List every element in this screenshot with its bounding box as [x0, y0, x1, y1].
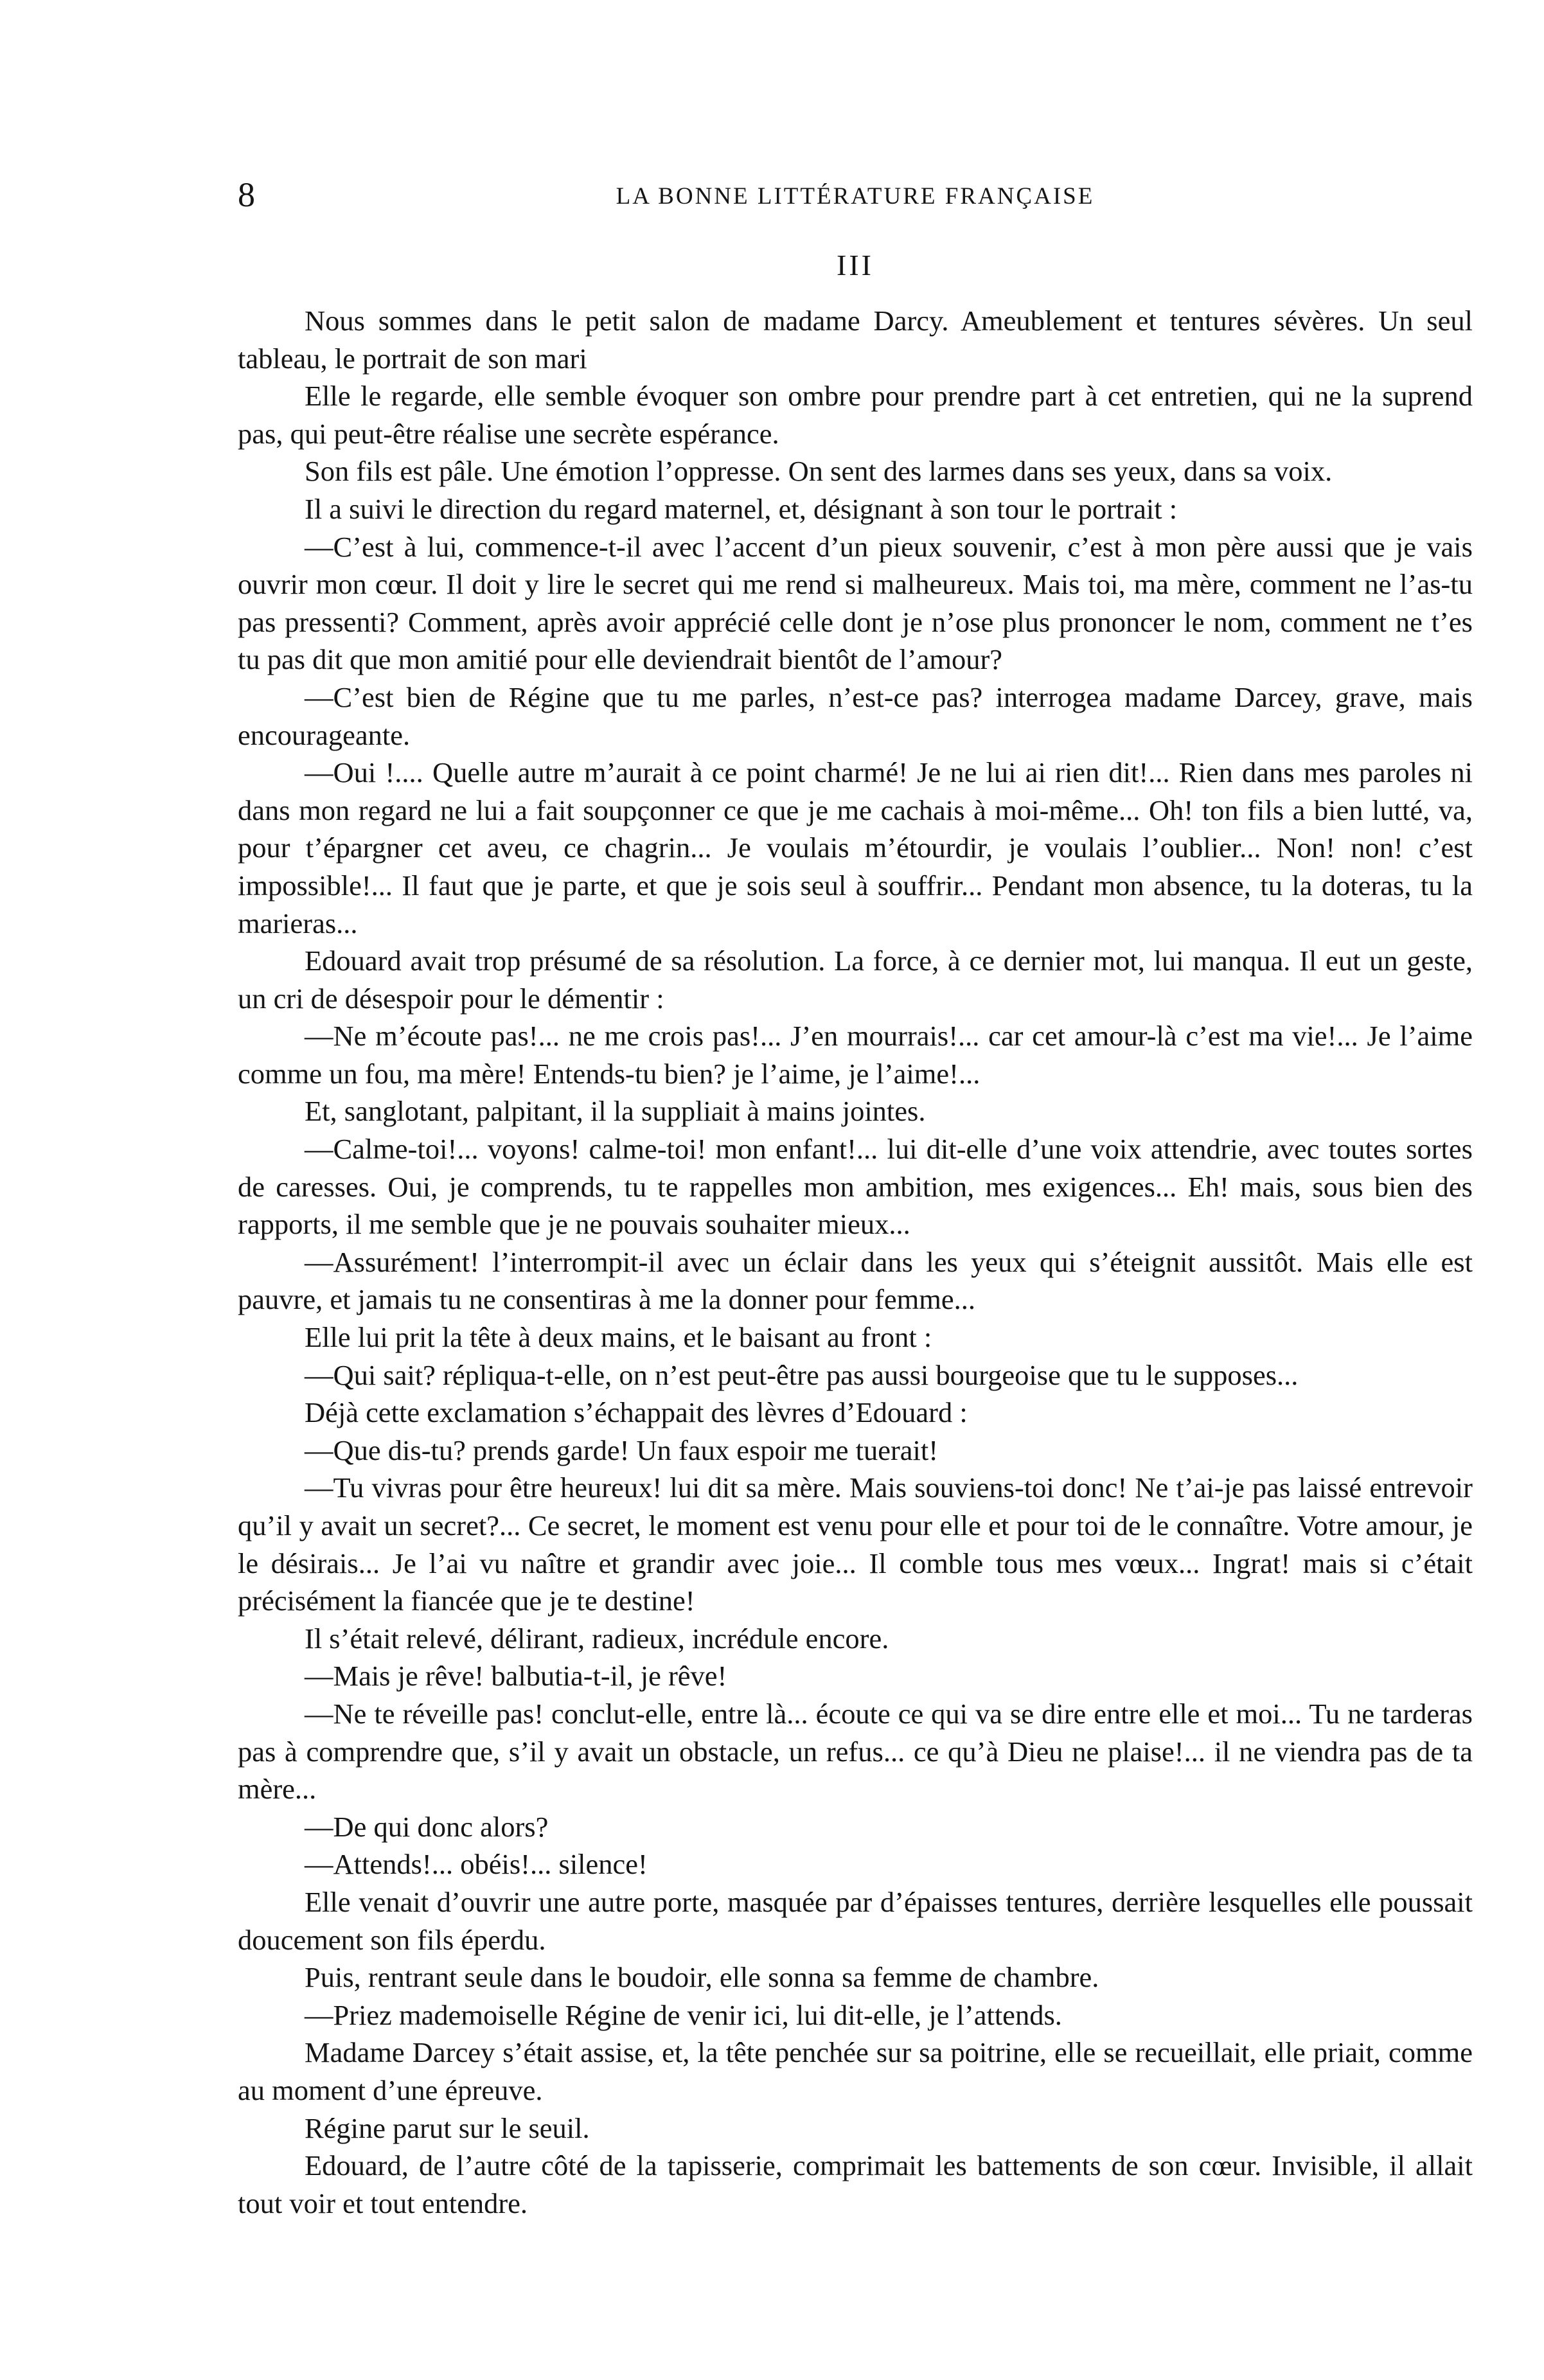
paragraph: Son fils est pâle. Une émotion l’oppresse. On sent des larmes dans ses yeux, dans sa voix.	[305, 455, 1333, 488]
paragraph: —Calme-toi!... voyons! calme-toi! mon enfant!... lui dit-elle d’une voix attendrie, avec toutes sortes de caresses. Oui, je comprends, tu te rappelles mon ambition, mes exigences... Eh! mais, sous bien des rapports, il me semble que je ne pouvais souhaiter mieux...	[238, 1133, 1473, 1241]
paragraph: Il a suivi le direction du regard maternel, et, désignant à son tour le portrait :	[305, 492, 1178, 525]
page-number: 8	[238, 175, 255, 214]
paragraph: Régine parut sur le seuil.	[305, 2111, 590, 2144]
paragraph: Madame Darcey s’était assise, et, la tête penchée sur sa poitrine, elle se recueillait, elle priait, comme au moment d’une épreuve.	[238, 2036, 1473, 2106]
paragraph: Et, sanglotant, palpitant, il la suppliait à mains jointes.	[305, 1095, 926, 1128]
paragraph: —C’est à lui, commence-t-il avec l’accent d’un pieux souvenir, c’est à mon père aussi que je vais ouvrir mon cœur. Il doit y lire le secret qui me rend si malheureux. Mais toi, ma mère, comment ne l’as-tu pas pressenti? Comment, après avoir apprécié celle dont je n’ose plus prononcer le nom, comment ne t’es tu pas dit que mon amitié pour elle deviendrait bientôt de l’amour?	[238, 530, 1473, 676]
paragraph: Edouard, de l’autre côté de la tapisserie, comprimait les battements de son cœur. Invisible, il allait tout voir et tout entendre.	[238, 2149, 1473, 2219]
running-title: LA BONNE LITTÉRATURE FRANÇAISE	[616, 183, 1095, 209]
paragraph: —Que dis-tu? prends garde! Un faux espoir me tuerait!	[305, 1434, 939, 1466]
paragraph: —C’est bien de Régine que tu me parles, n’est-ce pas? interrogea madame Darcey, grave, mais encourageante.	[238, 680, 1473, 751]
paragraph: —Priez mademoiselle Régine de venir ici, lui dit-elle, je l’attends.	[305, 1998, 1062, 2031]
page-header	[238, 172, 1473, 217]
paragraph: Il s’était relevé, délirant, radieux, incrédule encore.	[305, 1622, 889, 1655]
paragraph: Nous sommes dans le petit salon de madame Darcy. Ameublement et tentures sévères. Un seul tableau, le portrait de son mari	[238, 305, 1473, 375]
paragraph: Edouard avait trop présumé de sa résolution. La force, à ce dernier mot, lui manqua. Il eut un geste, un cri de désespoir pour le démentir :	[238, 945, 1473, 1015]
body-text	[238, 302, 1473, 2222]
paragraph: —Attends!... obéis!... silence!	[305, 1848, 648, 1881]
paragraph: —Qui sait? répliqua-t-elle, on n’est peut-être pas aussi bourgeoise que tu le supposes...	[305, 1358, 1299, 1391]
paragraph: Elle le regarde, elle semble évoquer son ombre pour prendre part à cet entretien, qui ne la suprend pas, qui peut-être réalise une secrète espérance.	[238, 380, 1473, 450]
paragraph: —Ne te réveille pas! conclut-elle, entre là... écoute ce qui va se dire entre elle et moi... Tu ne tarderas pas à comprendre que, s’il y avait un obstacle, un refus... ce qu’à Dieu ne plaise!... il ne viendra pas de ta mère...	[238, 1697, 1473, 1806]
paragraph: Déjà cette exclamation s’échappait des lèvres d’Edouard :	[305, 1396, 968, 1429]
paragraph: —Oui !.... Quelle autre m’aurait à ce point charmé! Je ne lui ai rien dit!... Rien dans mes paroles ni dans mon regard ne lui a fait soupçonner ce que je me cachais à moi-même... Oh! ton fils a bien lutté, va, pour t’épargner cet aveu, ce chagrin... Je voulais m’étourdir, je voulais l’oublier... Non! non! c’est impossible!... Il faut que je parte, et que je sois seul à souffrir... Pendant mon absence, tu la doteras, tu la marieras...	[238, 756, 1473, 939]
paragraph: —Mais je rêve! balbutia-t-il, je rêve!	[305, 1660, 727, 1692]
paragraph: Elle lui prit la tête à deux mains, et le baisant au front :	[305, 1321, 932, 1354]
paragraph: —Assurément! l’interrompit-il avec un éclair dans les yeux qui s’éteignit aussitôt. Mais elle est pauvre, et jamais tu ne consentiras à me la donner pour femme...	[238, 1245, 1473, 1316]
paragraph: —Tu vivras pour être heureux! lui dit sa mère. Mais souviens-toi donc! Ne t’ai-je pas laissé entrevoir qu’il y avait un secret?... Ce secret, le moment est venu pour elle et pour toi de le connaître. Votre amour, je le désirais... Je l’ai vu naître et grandir avec joie... Il comble tous mes vœux... Ingrat! mais si c’était précisément la fiancée que je te destine!	[238, 1471, 1473, 1617]
paragraph: —De qui donc alors?	[305, 1810, 549, 1843]
section-heading: III	[837, 249, 874, 281]
paragraph: Elle venait d’ouvrir une autre porte, masquée par d’épaisses tentures, derrière lesquelles elle poussait doucement son fils éperdu.	[238, 1885, 1473, 1956]
paragraph: —Ne m’écoute pas!... ne me crois pas!... J’en mourrais!... car cet amour-là c’est ma vie!... Je l’aime comme un fou, ma mère! Entends-tu bien? je l’aime, je l’aime!...	[238, 1020, 1473, 1090]
paragraph: Puis, rentrant seule dans le boudoir, elle sonna sa femme de chambre.	[305, 1961, 1099, 1994]
